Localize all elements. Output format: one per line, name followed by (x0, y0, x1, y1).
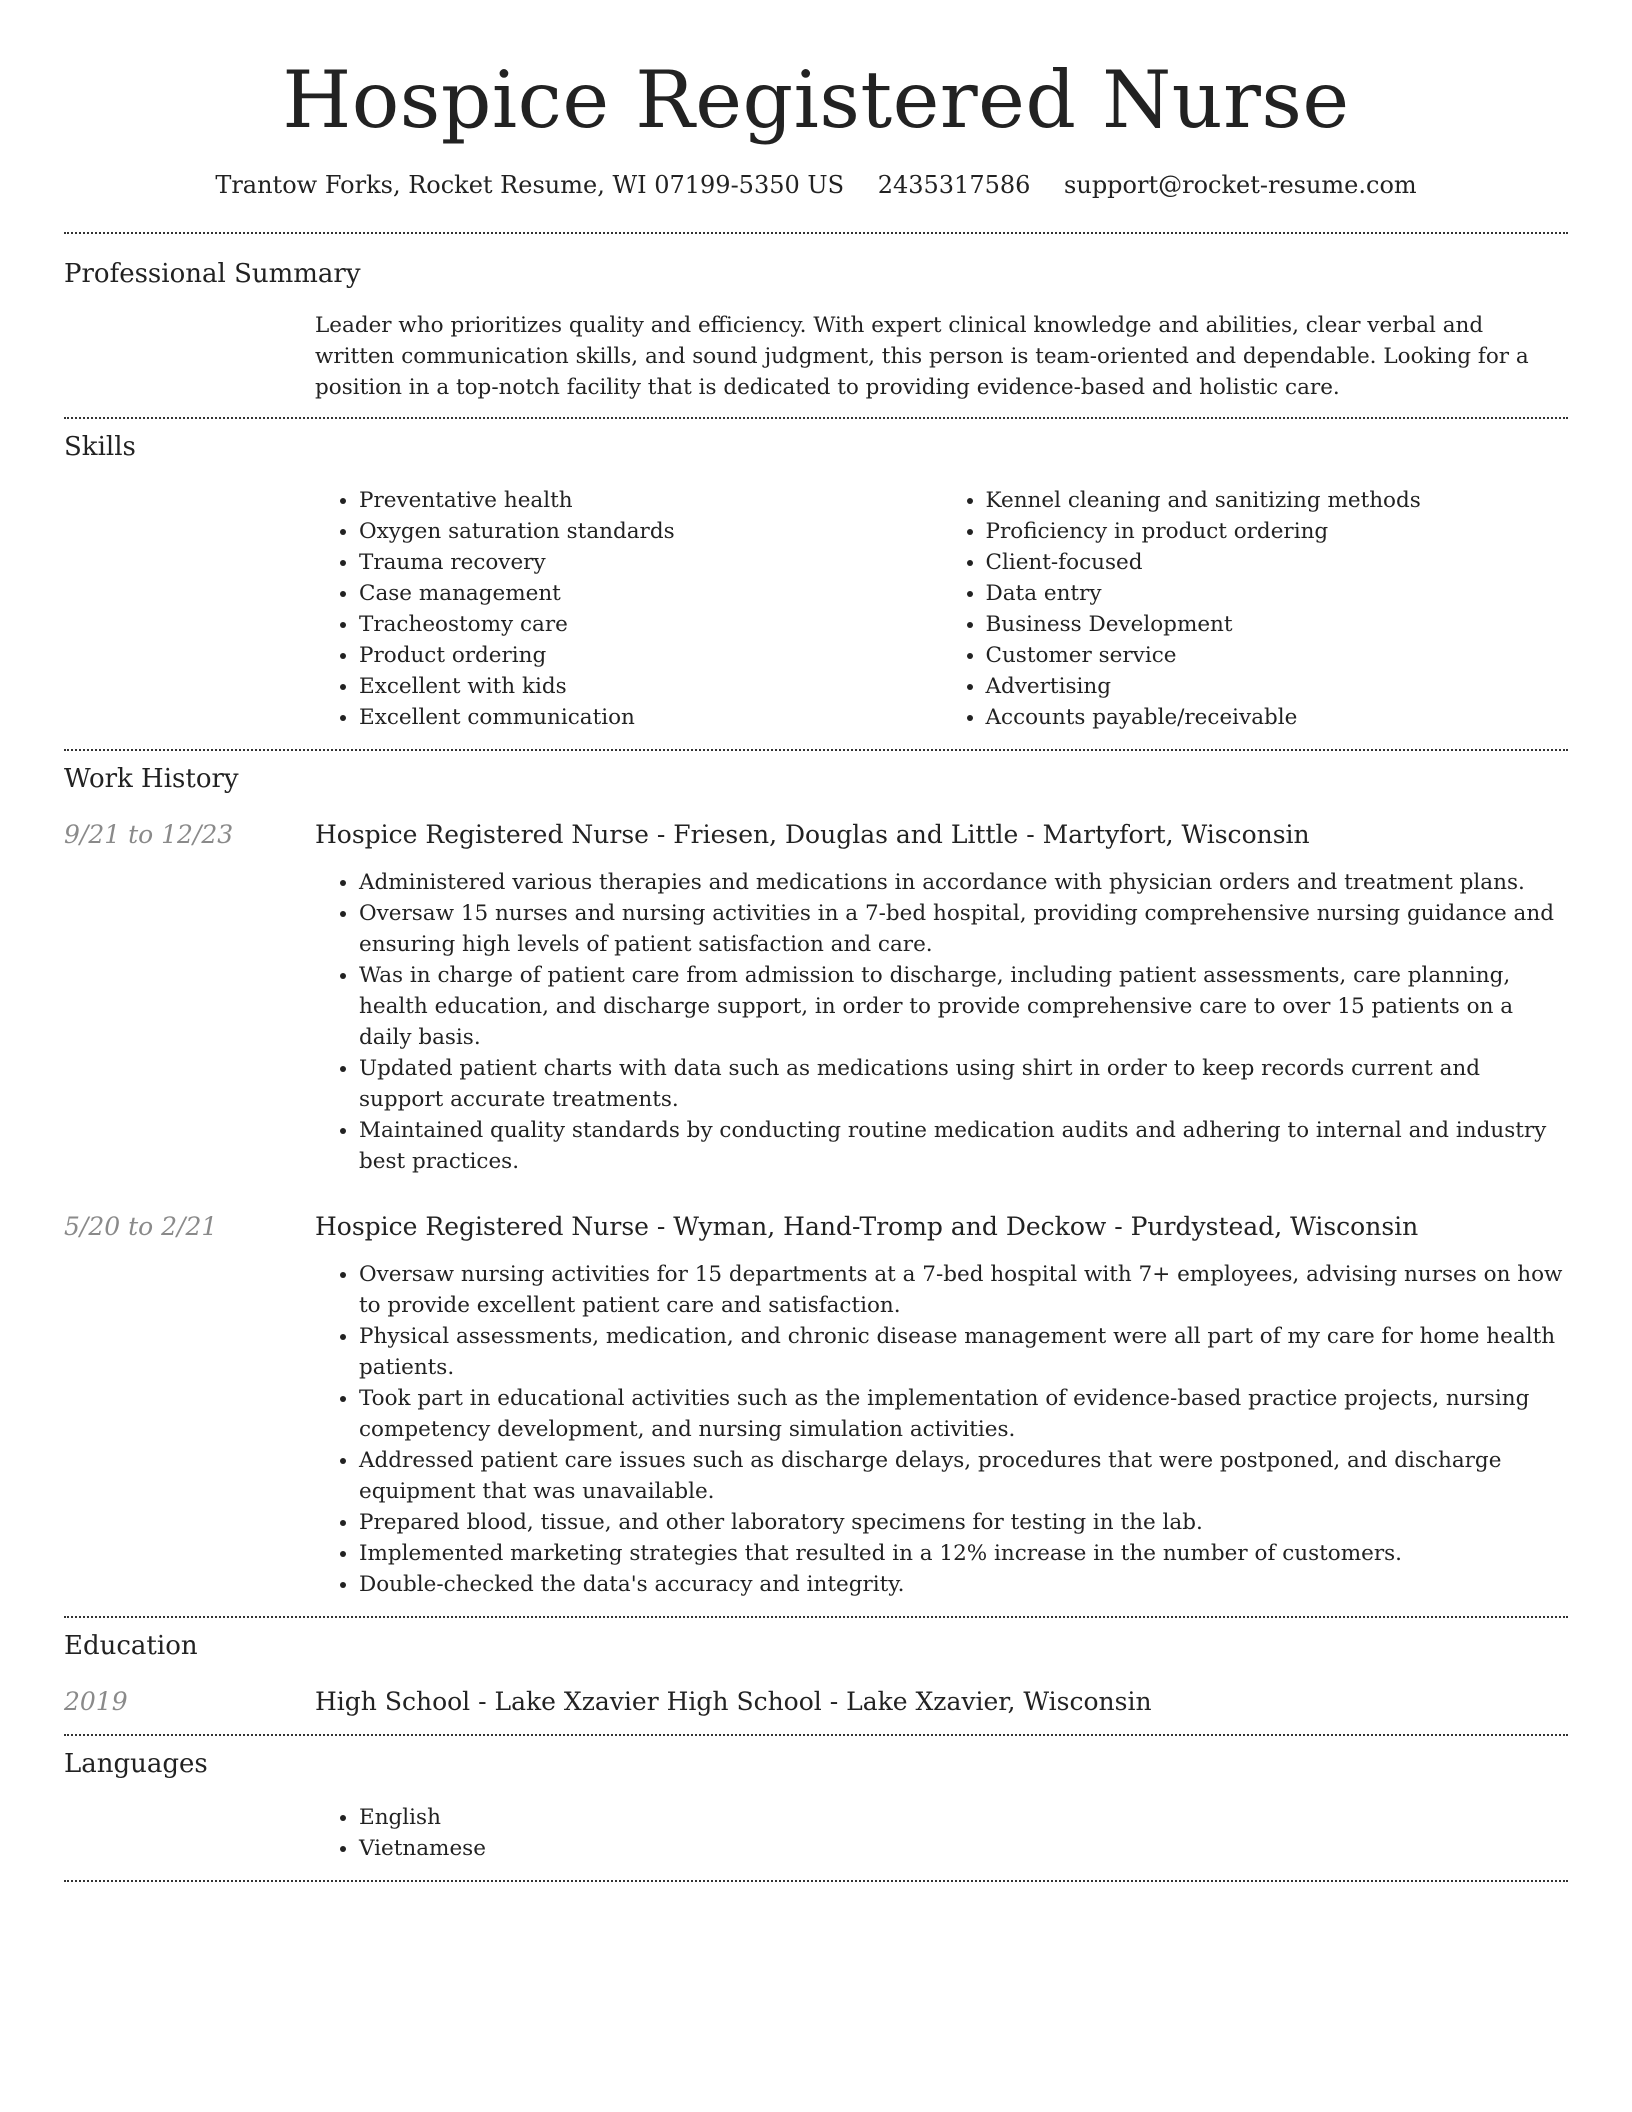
contact-address: Trantow Forks, Rocket Resume, WI 07199-5350 US (215, 171, 845, 199)
job-entry (64, 819, 1568, 1177)
skill-item: • Oxygen saturation standards (359, 516, 942, 547)
job-bullet: • Addressed patient care issues such as discharge delays, procedures that were postponed, and discharge equipment that was unavailable. (359, 1445, 1568, 1507)
contact-phone: 2435317586 (877, 171, 1031, 199)
languages-list (315, 1802, 1568, 1864)
job-heading: Hospice Registered Nurse - Friesen, Douglas and Little - Martyfort, Wisconsin (315, 820, 1310, 849)
skill-item: • Tracheostomy care (359, 609, 942, 640)
education-section (64, 1618, 1568, 1718)
skill-item: • Trauma recovery (359, 547, 942, 578)
languages-section (64, 1736, 1568, 1864)
contact-line (64, 170, 1568, 200)
contact-email: support@rocket-resume.com (1064, 171, 1417, 199)
work-history-section (64, 751, 1568, 1600)
skill-item: • Product ordering (359, 640, 942, 671)
skill-item: • Kennel cleaning and sanitizing methods (986, 485, 1569, 516)
job-dates: 9/21 to 12/23 (64, 820, 234, 849)
skill-item: • Excellent communication (359, 702, 942, 733)
job-bullets (315, 867, 1568, 1177)
job-bullet: • Prepared blood, tissue, and other laboratory specimens for testing in the lab. (359, 1507, 1568, 1538)
work-history-title: Work History (64, 764, 239, 794)
divider (64, 1880, 1568, 1882)
skill-item: • Customer service (986, 640, 1569, 671)
skills-section (64, 419, 1568, 733)
language-item: • Vietnamese (359, 1833, 1568, 1864)
job-bullet: • Oversaw 15 nurses and nursing activities in a 7-bed hospital, providing comprehensive nursing guidance and ensuring high levels of patient satisfaction and care. (359, 898, 1568, 960)
education-year: 2019 (64, 1687, 128, 1716)
education-title: Education (64, 1631, 198, 1661)
job-bullet: • Administered various therapies and medications in accordance with physician orders and treatment plans. (359, 867, 1568, 898)
job-bullet: • Updated patient charts with data such as medications using shirt in order to keep records current and support accurate treatments. (359, 1053, 1568, 1115)
candidate-name: Hospice Registered Nurse (282, 54, 1350, 146)
skill-item: • Preventative health (359, 485, 942, 516)
skills-list-right (942, 485, 1569, 733)
summary-section (64, 234, 1568, 403)
skill-item: • Data entry (986, 578, 1569, 609)
job-bullet: • Was in charge of patient care from admission to discharge, including patient assessments, care planning, health education, and discharge support, in order to provide comprehensive care to over 15 patients on a daily basis. (359, 960, 1568, 1053)
education-entry: High School - Lake Xzavier High School - Lake Xzavier, Wisconsin (315, 1687, 1152, 1716)
job-bullet: • Physical assessments, medication, and chronic disease management were all part of my care for home health patients. (359, 1321, 1568, 1383)
language-item: • English (359, 1802, 1568, 1833)
skill-item: • Business Development (986, 609, 1569, 640)
job-dates: 5/20 to 2/21 (64, 1212, 218, 1241)
skill-item: • Advertising (986, 671, 1569, 702)
job-bullets (315, 1259, 1568, 1600)
skill-item: • Excellent with kids (359, 671, 942, 702)
job-bullet: • Implemented marketing strategies that resulted in a 12% increase in the number of customers. (359, 1538, 1568, 1569)
summary-text: Leader who prioritizes quality and efficiency. With expert clinical knowledge and abilities, clear verbal and written communication skills, and sound judgment, this person is team-oriented and dependable. Looking for a position in a top-notch facility that is dedicated to providing evidence-based and holistic care. (315, 313, 1529, 400)
job-bullet: • Maintained quality standards by conducting routine medication audits and adhering to internal and industry best practices. (359, 1115, 1568, 1177)
job-entry (64, 1211, 1568, 1600)
resume-header (64, 0, 1568, 200)
summary-title: Professional Summary (64, 259, 361, 289)
job-heading: Hospice Registered Nurse - Wyman, Hand-Tromp and Deckow - Purdystead, Wisconsin (315, 1212, 1419, 1241)
skill-item: • Case management (359, 578, 942, 609)
skill-item: • Proficiency in product ordering (986, 516, 1569, 547)
job-bullet: • Oversaw nursing activities for 15 departments at a 7-bed hospital with 7+ employees, advising nurses on how to provide excellent patient care and satisfaction. (359, 1259, 1568, 1321)
skill-item: • Accounts payable/receivable (986, 702, 1569, 733)
skills-title: Skills (64, 432, 136, 462)
job-bullet: • Double-checked the data's accuracy and integrity. (359, 1569, 1568, 1600)
skill-item: • Client-focused (986, 547, 1569, 578)
languages-title: Languages (64, 1749, 208, 1779)
skills-list-left (315, 485, 942, 733)
job-bullet: • Took part in educational activities such as the implementation of evidence-based practice projects, nursing competency development, and nursing simulation activities. (359, 1383, 1568, 1445)
